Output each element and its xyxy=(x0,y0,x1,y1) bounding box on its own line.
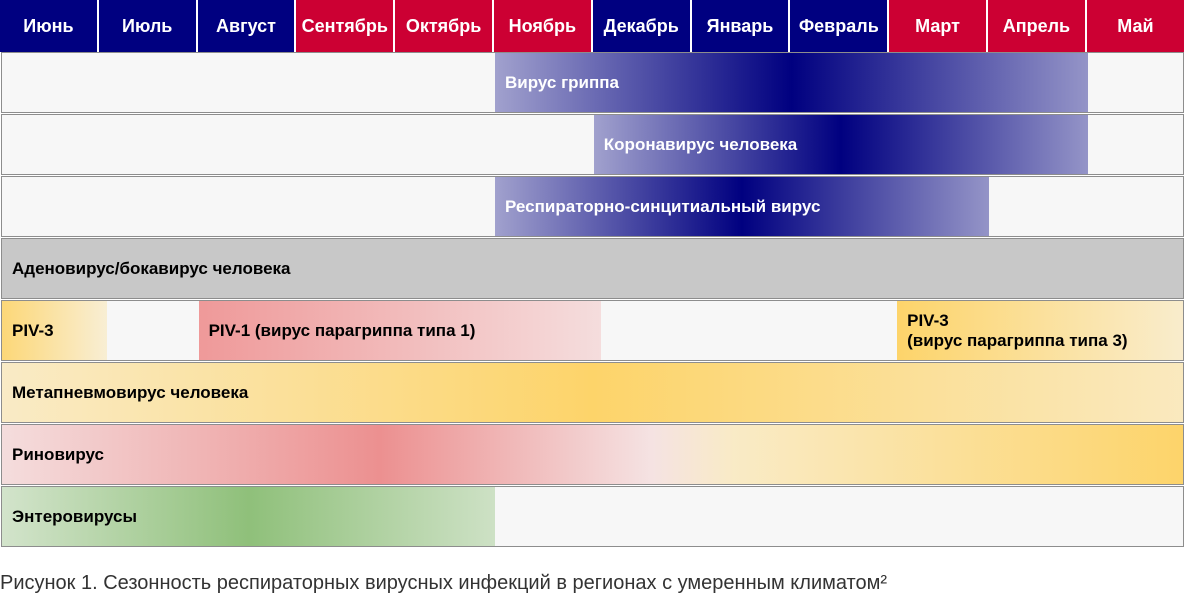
virus-row xyxy=(1,362,1184,423)
month-header-cell: Январь xyxy=(692,0,791,52)
virus-season-bar: Энтеровирусы xyxy=(2,487,495,546)
virus-row xyxy=(1,486,1184,547)
month-header-cell: Апрель xyxy=(988,0,1087,52)
virus-row xyxy=(1,176,1184,237)
virus-season-bar: Коронавирус человека xyxy=(594,115,1088,174)
month-header-cell: Август xyxy=(198,0,297,52)
virus-row xyxy=(1,52,1184,113)
month-header-cell: Июль xyxy=(99,0,198,52)
virus-season-bar: PIV-3 (вирус парагриппа типа 3) xyxy=(897,301,1183,360)
virus-row xyxy=(1,238,1184,299)
month-header-cell: Октябрь xyxy=(395,0,494,52)
month-header-cell: Июнь xyxy=(0,0,99,52)
month-header-cell: Февраль xyxy=(790,0,889,52)
month-header-cell: Май xyxy=(1087,0,1186,52)
virus-season-bar: PIV-3 xyxy=(2,301,107,360)
month-header-cell: Декабрь xyxy=(593,0,692,52)
virus-season-bar: Аденовирус/бокавирус человека xyxy=(2,239,1183,298)
month-header-cell: Сентябрь xyxy=(296,0,395,52)
virus-row xyxy=(1,300,1184,361)
virus-row xyxy=(1,424,1184,485)
virus-season-bar: Респираторно-синцитиальный вирус xyxy=(495,177,989,236)
month-header-cell: Март xyxy=(889,0,988,52)
virus-row xyxy=(1,114,1184,175)
virus-season-bar: Вирус гриппа xyxy=(495,53,1088,112)
figure-caption: Рисунок 1. Сезонность респираторных вирусных инфекций в регионах с умеренным климатом² xyxy=(0,572,888,594)
virus-season-bar: PIV-1 (вирус парагриппа типа 1) xyxy=(199,301,601,360)
virus-season-bar: Метапневмовирус человека xyxy=(2,363,1183,422)
virus-season-bar: Риновирус xyxy=(2,425,1183,484)
month-header-cell: Ноябрь xyxy=(494,0,593,52)
